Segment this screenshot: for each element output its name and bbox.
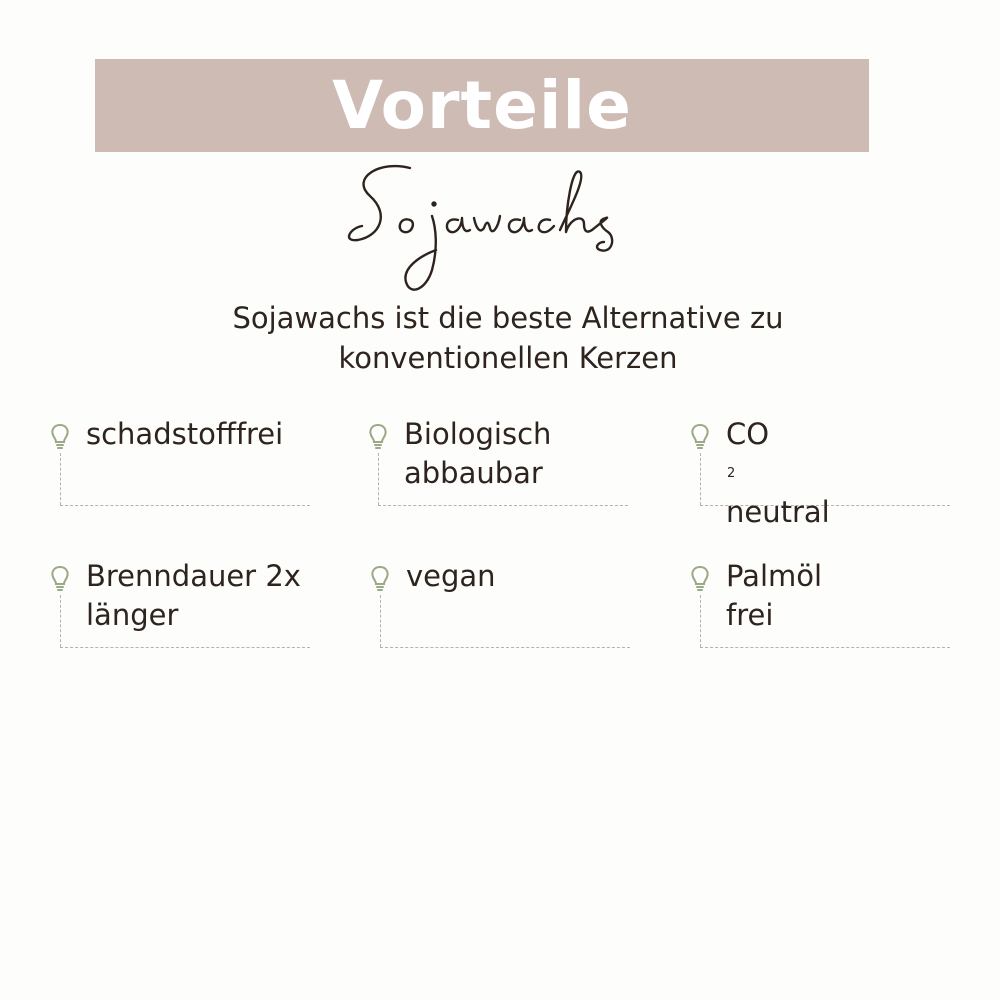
divider-horizontal: [378, 505, 628, 506]
feature-label-line-2: abbaubar: [404, 456, 543, 490]
feature-brenndauer: [50, 557, 310, 653]
divider-vertical: [700, 453, 701, 505]
lightbulb-icon: [368, 423, 388, 451]
co2-subscript: 2: [727, 466, 736, 481]
subtitle-line-2: konventionellen Kerzen: [338, 341, 678, 375]
title-banner: [95, 59, 869, 152]
lightbulb-icon: [690, 565, 710, 593]
feature-schadstofffrei: [50, 415, 310, 511]
feature-label-line-1: [726, 415, 956, 493]
feature-label-line-2: neutral: [726, 495, 830, 529]
subtitle: [0, 298, 1000, 378]
banner-title: Vorteile: [332, 66, 632, 144]
feature-label-line-2: länger: [86, 598, 179, 632]
feature-label: [406, 557, 636, 596]
feature-palmoel-frei: [690, 557, 950, 653]
script-title-sojawachs: [340, 158, 660, 298]
feature-co2-neutral: [690, 415, 950, 529]
divider-horizontal: [60, 505, 310, 506]
feature-label-line-1: schadstofffrei: [86, 417, 284, 451]
subtitle-line-1: Sojawachs ist die beste Alternative zu: [232, 301, 784, 335]
divider-vertical: [380, 595, 381, 647]
feature-biologisch-abbaubar: [368, 415, 628, 511]
feature-label-line-1: Biologisch: [404, 417, 552, 451]
divider-horizontal: [60, 647, 310, 648]
feature-label: [726, 557, 956, 635]
feature-label: [86, 557, 316, 635]
divider-vertical: [700, 595, 701, 647]
feature-label-line-1: Palmöl: [726, 559, 823, 593]
divider-vertical: [378, 453, 379, 505]
feature-label: [404, 415, 634, 493]
feature-label: [86, 415, 316, 454]
divider-vertical: [60, 595, 61, 647]
feature-label-line-2: frei: [726, 598, 774, 632]
feature-label: [726, 415, 956, 532]
feature-label-line-1: vegan: [406, 559, 496, 593]
feature-label-line-1: Brenndauer 2x: [86, 559, 301, 593]
feature-vegan: [370, 557, 630, 653]
divider-vertical: [60, 453, 61, 505]
lightbulb-icon: [370, 565, 390, 593]
co2-text: CO: [726, 417, 770, 451]
lightbulb-icon: [50, 565, 70, 593]
lightbulb-icon: [50, 423, 70, 451]
divider-horizontal: [700, 647, 950, 648]
lightbulb-icon: [690, 423, 710, 451]
divider-horizontal: [380, 647, 630, 648]
